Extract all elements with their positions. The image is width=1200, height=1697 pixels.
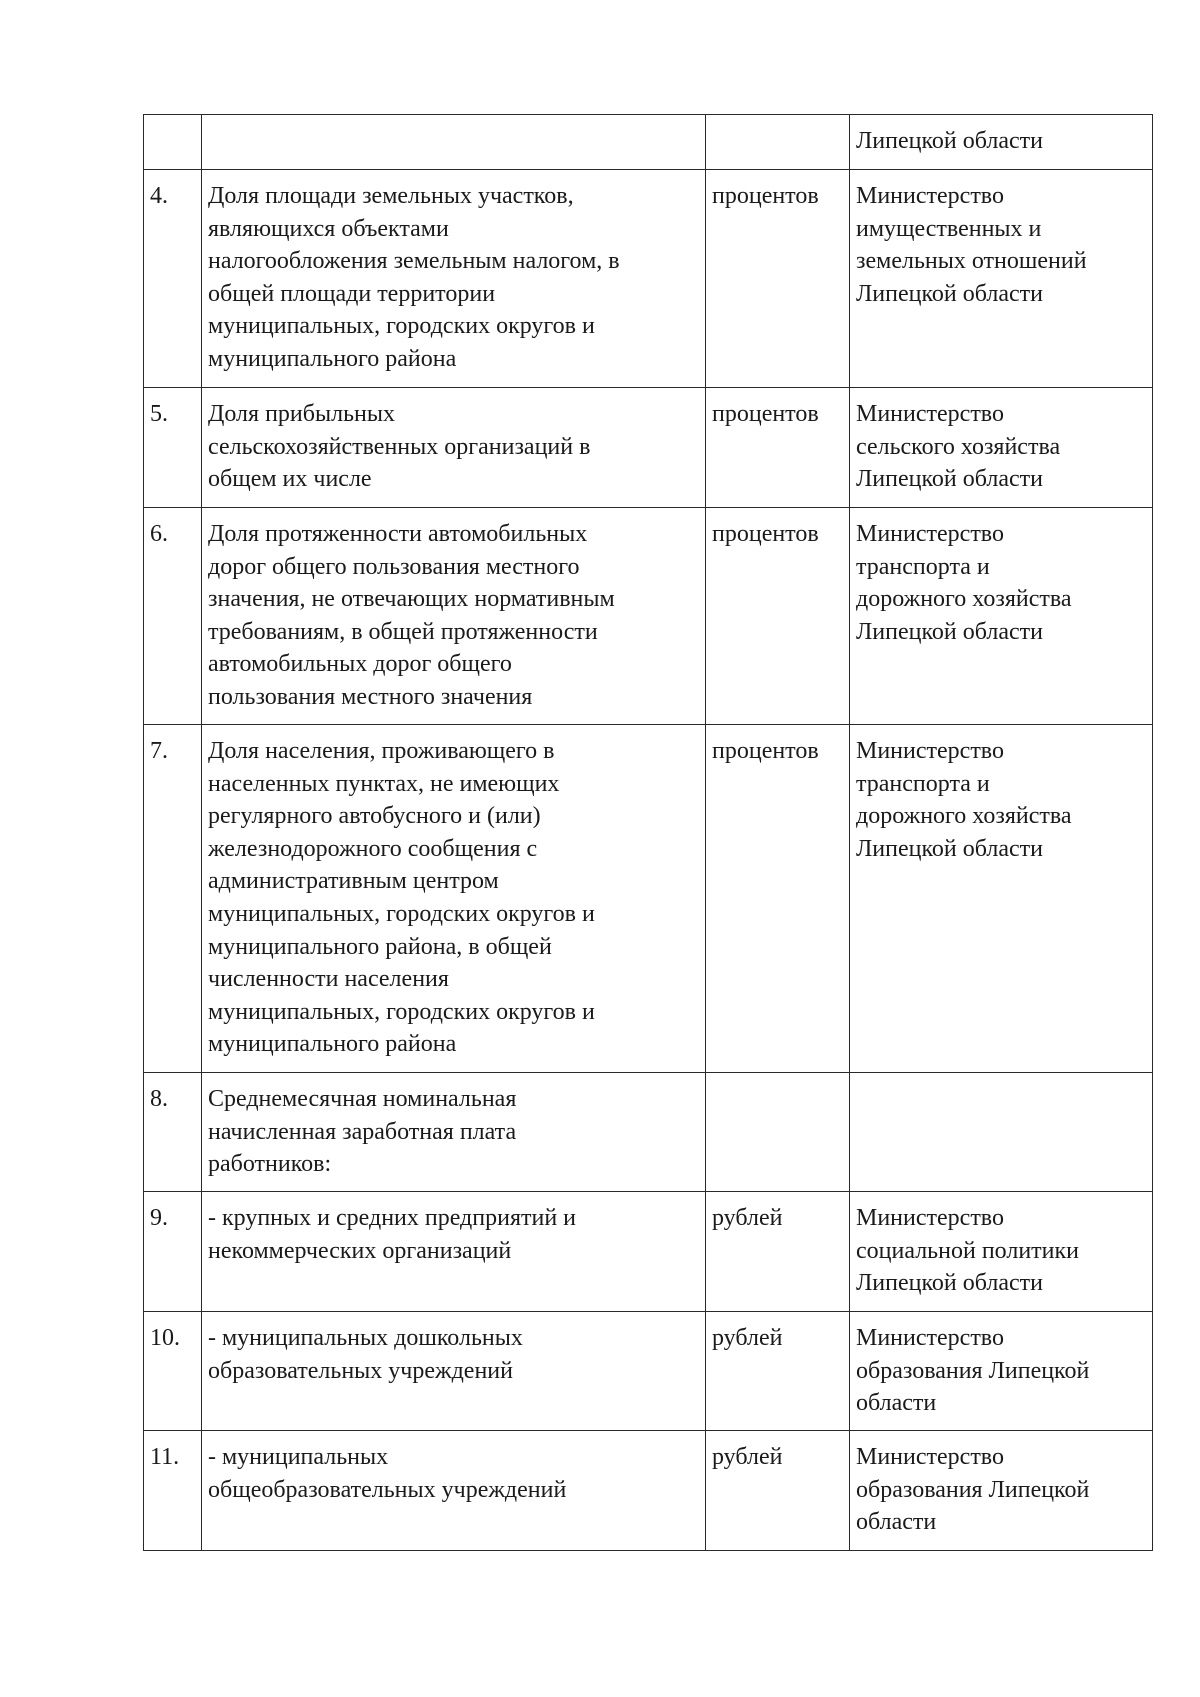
responsible-body-cell: Министерство сельского хозяйства Липецкой области — [850, 388, 1153, 508]
responsible-body-cell: Липецкой области — [850, 115, 1153, 170]
unit-cell: процентов — [706, 725, 850, 1073]
unit-cell — [706, 1073, 850, 1192]
row-number-cell: 9. — [144, 1192, 202, 1312]
responsible-body-cell: Министерство образования Липецкой области — [850, 1312, 1153, 1431]
indicator-name-cell: Доля населения, проживающего в населенных пунктах, не имеющих регулярного автобусного и (или) железнодорожного сообщения с административным центром муниципальных, городских округов и муниципального района, в общей численности населения муниципальных, городских округов и муниципального района — [202, 725, 706, 1073]
unit-cell: процентов — [706, 170, 850, 388]
unit-cell: процентов — [706, 388, 850, 508]
table-row — [144, 170, 1153, 388]
indicator-name-cell — [202, 115, 706, 170]
table-row — [144, 725, 1153, 1073]
responsible-body-cell: Министерство социальной политики Липецкой области — [850, 1192, 1153, 1312]
unit-cell: рублей — [706, 1312, 850, 1431]
table-row — [144, 1312, 1153, 1431]
table-row — [144, 1431, 1153, 1551]
indicator-name-cell: Доля протяженности автомобильных дорог общего пользования местного значения, не отвечающих нормативным требованиям, в общей протяженности автомобильных дорог общего пользования местного значения — [202, 508, 706, 725]
indicator-name-cell: Среднемесячная номинальная начисленная заработная плата работников: — [202, 1073, 706, 1192]
indicators-table — [143, 114, 1153, 1551]
responsible-body-cell: Министерство имущественных и земельных отношений Липецкой области — [850, 170, 1153, 388]
unit-cell — [706, 115, 850, 170]
indicator-name-cell: Доля площади земельных участков, являющихся объектами налогообложения земельным налогом, в общей площади территории муниципальных, городских округов и муниципального района — [202, 170, 706, 388]
row-number-cell: 11. — [144, 1431, 202, 1551]
table-row — [144, 388, 1153, 508]
unit-cell: рублей — [706, 1192, 850, 1312]
responsible-body-cell: Министерство транспорта и дорожного хозяйства Липецкой области — [850, 508, 1153, 725]
table-row — [144, 508, 1153, 725]
responsible-body-cell: Министерство образования Липецкой области — [850, 1431, 1153, 1551]
indicator-name-cell: - муниципальных дошкольных образовательных учреждений — [202, 1312, 706, 1431]
row-number-cell — [144, 115, 202, 170]
row-number-cell: 6. — [144, 508, 202, 725]
table-row — [144, 1192, 1153, 1312]
row-number-cell: 7. — [144, 725, 202, 1073]
responsible-body-cell: Министерство транспорта и дорожного хозяйства Липецкой области — [850, 725, 1153, 1073]
responsible-body-cell — [850, 1073, 1153, 1192]
table-row — [144, 1073, 1153, 1192]
indicator-name-cell: - крупных и средних предприятий и некоммерческих организаций — [202, 1192, 706, 1312]
unit-cell: рублей — [706, 1431, 850, 1551]
indicator-name-cell: Доля прибыльных сельскохозяйственных организаций в общем их числе — [202, 388, 706, 508]
row-number-cell: 5. — [144, 388, 202, 508]
row-number-cell: 4. — [144, 170, 202, 388]
row-number-cell: 8. — [144, 1073, 202, 1192]
unit-cell: процентов — [706, 508, 850, 725]
table-row — [144, 115, 1153, 170]
row-number-cell: 10. — [144, 1312, 202, 1431]
indicator-name-cell: - муниципальных общеобразовательных учреждений — [202, 1431, 706, 1551]
